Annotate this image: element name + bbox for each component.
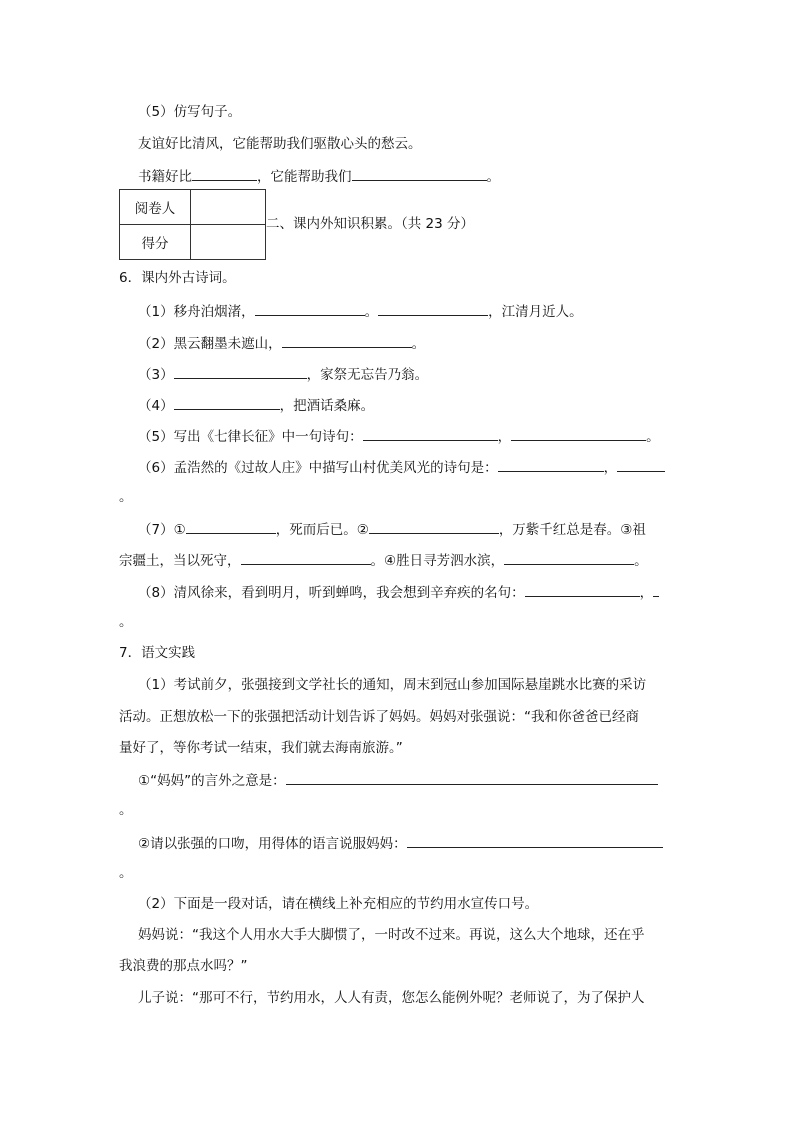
reviewer-label: 阅卷人 — [120, 190, 191, 225]
q6-line-7-cont — [119, 550, 648, 570]
q6-l2a: （2）黑云翻墨未遮山， — [138, 336, 282, 352]
section-2-title: 二、课内外知识积累。（共 23 分） — [266, 216, 475, 232]
q6-blank-10[interactable] — [186, 519, 276, 534]
q6-l1c: ，江清月近人。 — [488, 304, 583, 320]
q6-l4a: （4） — [138, 398, 174, 414]
q6-l6a: （6）孟浩然的《过故人庄》中描写山村优美风光的诗句是： — [138, 460, 498, 476]
q6-l5b: ， — [497, 429, 512, 445]
q7-p1-line-1: （1）考试前夕，张强接到文学社长的通知，周末到冠山参加国际悬崖跳水比赛的采访 — [138, 677, 647, 693]
q6-blank-1[interactable] — [255, 301, 365, 316]
q6-heading: 6．课内外古诗词。 — [119, 270, 236, 286]
q7-sub-2 — [138, 833, 663, 853]
q5-prompt-a: 书籍好比 — [138, 169, 192, 185]
q6-l7d: 宗疆土，当以死守， — [119, 553, 241, 569]
q7-mom-line-1: 妈妈说：“我这个人用水大手大脚惯了，一时改不过来。再说，这么大个地球，还在乎 — [138, 927, 645, 943]
q7-heading: 7．语文实践 — [119, 645, 196, 661]
q5-heading: （5）仿写句子。 — [138, 104, 242, 120]
q6-line-8-end: 。 — [119, 614, 133, 630]
q6-blank-5[interactable] — [174, 395, 280, 410]
q6-l5c: 。 — [646, 429, 660, 445]
q6-l1a: （1）移舟泊烟渚， — [138, 304, 255, 320]
q6-line-7 — [138, 519, 646, 539]
q6-blank-3[interactable] — [282, 333, 412, 348]
q6-blank-8[interactable] — [498, 457, 604, 472]
q6-l7c: ，万紫千红总是春。③祖 — [498, 522, 646, 538]
q6-blank-6[interactable] — [363, 426, 498, 441]
score-table — [119, 189, 266, 260]
q6-l2b: 。 — [411, 336, 426, 352]
q6-line-8 — [138, 582, 659, 602]
q6-l7b: ，死而后已。② — [275, 522, 369, 538]
q6-blank-14[interactable] — [525, 582, 640, 597]
q6-l1b: 。 — [364, 304, 379, 320]
q5-prompt-end: 。 — [486, 169, 500, 185]
q6-l7a: （7）① — [138, 522, 186, 538]
q7-sub-1 — [138, 770, 658, 790]
q6-l3b: ，家祭无忘告乃翁。 — [306, 367, 429, 383]
q6-l6b: ， — [603, 460, 618, 476]
q6-line-5 — [138, 426, 660, 446]
q7-sub-1-label: ①“妈妈”的言外之意是： — [138, 773, 286, 789]
q7-sub-2-label: ②请以张强的口吻，用得体的语言说服妈妈： — [138, 836, 407, 852]
q6-blank-4[interactable] — [174, 364, 307, 379]
q5-prompt — [138, 166, 500, 186]
q6-line-2 — [138, 333, 425, 353]
q6-blank-2[interactable] — [378, 301, 488, 316]
score-cell[interactable] — [191, 225, 266, 260]
q6-l7e: 。④胜日寻芳泗水滨， — [370, 553, 505, 569]
q6-l5a: （5）写出《七律长征》中一句诗句： — [138, 429, 363, 445]
q7-p2: （2）下面是一段对话，请在横线上补充相应的节约用水宣传口号。 — [138, 896, 539, 912]
q7-p1-line-2: 活动。正想放松一下的张强把活动计划告诉了妈妈。妈妈对张强说：“我和你爸爸已经商 — [119, 709, 639, 725]
q6-l8b: ， — [639, 585, 654, 601]
q6-blank-13[interactable] — [504, 550, 634, 565]
q5-example: 友谊好比清风，它能帮助我们驱散心头的愁云。 — [138, 136, 422, 152]
q6-line-6-end: 。 — [119, 489, 133, 505]
q7-blank-1[interactable] — [286, 770, 658, 785]
q6-l4b: ，把酒话桑麻。 — [279, 398, 375, 414]
score-label: 得分 — [120, 225, 191, 260]
q5-blank-1[interactable] — [192, 166, 257, 181]
q6-l7f: 。 — [634, 553, 648, 569]
q5-blank-2[interactable] — [352, 166, 487, 181]
q6-blank-12[interactable] — [241, 550, 371, 565]
q7-son-line-1: 儿子说：“那可不行，节约用水，人人有责，您怎么能例外呢？老师说了，为了保护人 — [138, 990, 645, 1006]
q6-line-6 — [138, 457, 665, 477]
q6-blank-7[interactable] — [511, 426, 646, 441]
q7-blank-2[interactable] — [407, 833, 663, 848]
q6-line-4 — [138, 395, 374, 415]
q7-sub-2-end: 。 — [119, 865, 133, 881]
q6-blank-11[interactable] — [369, 519, 499, 534]
q7-sub-1-end: 。 — [119, 802, 133, 818]
q7-mom-line-2: 我浪费的那点水吗？” — [119, 958, 248, 974]
q6-l3a: （3） — [138, 367, 174, 383]
q6-l8a: （8）清风徐来，看到明月，听到蝉鸣，我会想到辛弃疾的名句： — [138, 585, 525, 601]
q6-blank-15[interactable] — [653, 582, 659, 597]
q6-line-1 — [138, 301, 583, 321]
q5-prompt-b: ，它能帮助我们 — [257, 169, 352, 185]
q6-line-3 — [138, 364, 428, 384]
q6-blank-9[interactable] — [617, 457, 665, 472]
reviewer-cell[interactable] — [191, 190, 266, 225]
q7-p1-line-3: 量好了，等你考试一结束，我们就去海南旅游。” — [119, 740, 403, 756]
